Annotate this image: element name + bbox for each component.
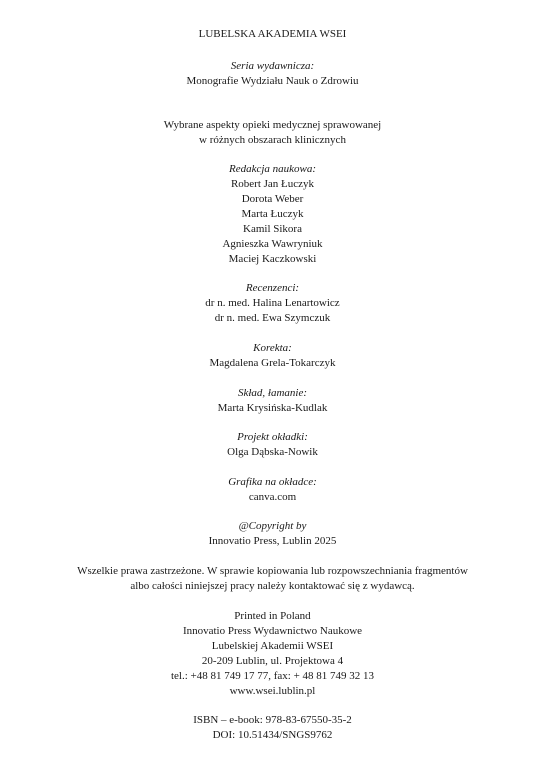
cover-graphics-source: canva.com [248,491,297,503]
editor-name: Kamil Sikora [243,223,302,235]
cover-designer-name: Olga Dąbska-Nowik [227,446,318,458]
cover-design-label: Projekt okładki: [237,431,308,443]
cover-design-block [0,430,545,460]
website-link[interactable]: www.wsei.lublin.pl [229,685,316,697]
copyright-holder: Innovatio Press, Lublin 2025 [208,535,337,547]
publisher-header: LUBELSKA AKADEMIA WSEI [198,28,347,40]
reviewers-label: Recenzenci: [245,282,300,294]
series-name: Monografie Wydziału Nauk o Zdrowiu [186,75,359,87]
imprint-line: tel.: +48 81 749 17 77, fax: + 48 81 749 32 13 [170,670,375,682]
copyright-label: @Copyright by [238,520,307,532]
publisher-header-block [0,27,545,42]
imprint-line: Innovatio Press Wydawnictwo Naukowe [182,625,363,637]
editors-label: Redakcja naukowa: [228,163,317,175]
reviewers-block [0,281,545,326]
editor-name: Agnieszka Wawryniuk [222,238,323,250]
rights-notice-line-1: Wszelkie prawa zastrzeżone. W sprawie kopiowania lub rozpowszechniania fragmentów [77,565,468,577]
typesetter-name: Marta Krysińska-Kudlak [217,402,328,414]
editor-name: Maciej Kaczkowski [228,253,317,265]
editor-name: Marta Łuczyk [241,208,304,220]
isbn: ISBN – e-book: 978-83-67550-35-2 [193,714,352,726]
cover-graphics-label: Grafika na okładce: [228,476,317,488]
rights-notice-line-2: albo całości niniejszej pracy należy kontaktować się z wydawcą. [130,580,415,592]
doi: DOI: 10.51434/SNGS9762 [212,729,333,741]
reviewer-name: dr n. med. Ewa Szymczuk [214,312,331,324]
imprint-line: 20-209 Lublin, ul. Projektowa 4 [201,655,344,667]
imprint-block [0,609,545,699]
copyright-block [0,519,545,549]
editors-block [0,162,545,267]
editor-name: Robert Jan Łuczyk [230,178,315,190]
book-title-block [0,118,545,148]
proofreading-label: Korekta: [253,342,292,354]
series-block [0,59,545,89]
reviewer-name: dr n. med. Halina Lenartowicz [205,297,340,309]
cover-graphics-block [0,475,545,505]
identifiers-block [0,713,545,743]
book-title-line-1: Wybrane aspekty opieki medycznej sprawowanej [163,119,382,131]
editor-name: Dorota Weber [241,193,304,205]
typesetting-label: Skład, łamanie: [237,387,308,399]
typesetting-block [0,386,545,416]
imprint-line: Lubelskiej Akademii WSEI [211,640,334,652]
book-title-line-2: w różnych obszarach klinicznych [199,134,346,146]
proofreader-name: Magdalena Grela-Tokarczyk [209,357,336,369]
imprint-line: Printed in Poland [234,610,311,622]
proofreading-block [0,341,545,371]
series-label: Seria wydawnicza: [230,60,315,72]
rights-notice-block [0,564,545,594]
